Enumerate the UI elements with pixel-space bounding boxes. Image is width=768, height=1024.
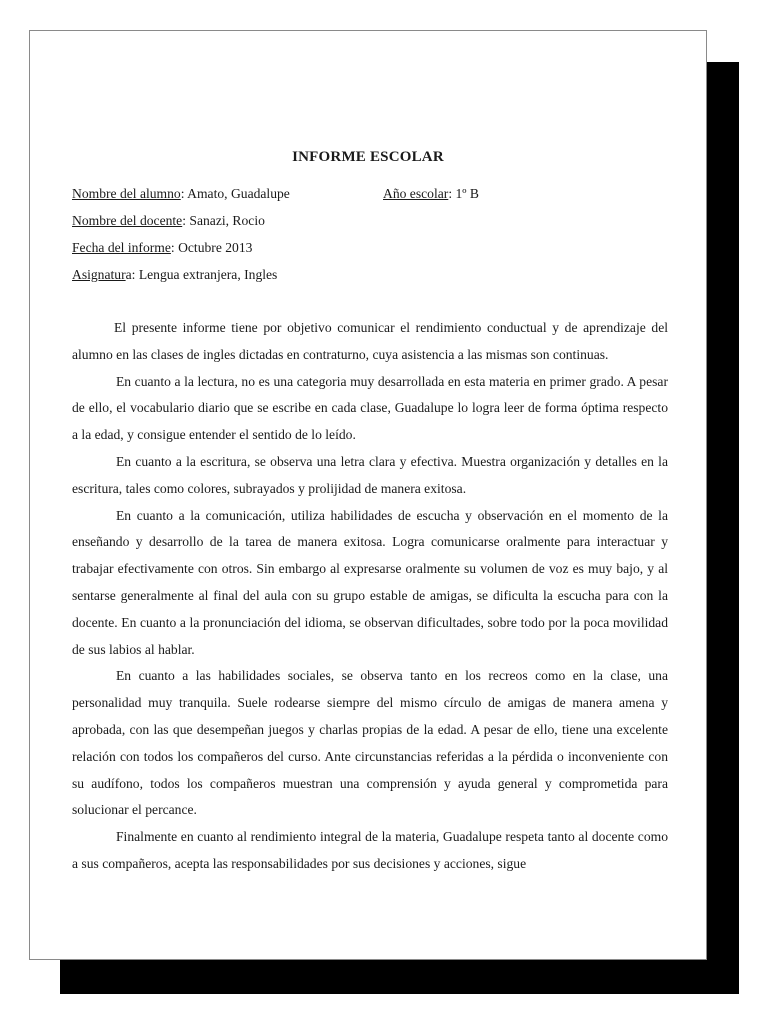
report-body <box>72 315 668 878</box>
paragraph-intro: El presente informe tiene por objetivo comunicar el rendimiento conductual y de aprendizaje del alumno en las clases de ingles dictadas en contraturno, cuya asistencia a las mismas son continuas. <box>72 320 668 362</box>
document-title: INFORME ESCOLAR <box>292 149 444 165</box>
report-date-value: : Octubre 2013 <box>170 240 253 255</box>
paragraph-conclusion: Finalmente en cuanto al rendimiento integral de la materia, Guadalupe respeta tanto al docente como a sus compañeros, acepta las responsabilidades por sus decisiones y acciones, sigue <box>72 829 668 871</box>
teacher-name-field <box>72 213 265 229</box>
teacher-name-value: : Sanazi, Rocio <box>182 213 265 228</box>
student-name-value: : Amato, Guadalupe <box>180 186 290 201</box>
subject-label: Asignatur <box>72 267 126 282</box>
student-name-label: Nombre del alumno <box>72 186 181 201</box>
paragraph-reading: En cuanto a la lectura, no es una categoria muy desarrollada en esta materia en primer grado. A pesar de ello, el vocabulario diario que se escribe en cada clase, Guadalupe lo logra leer de forma óptima respecto a la edad, y consigue entender el sentido de lo leído. <box>72 373 668 443</box>
school-year-label: Año escolar <box>383 186 449 201</box>
student-name-field <box>72 186 290 202</box>
report-date-label: Fecha del informe <box>72 240 171 255</box>
subject-field <box>72 267 277 283</box>
teacher-name-label: Nombre del docente <box>72 213 183 228</box>
school-year-value: : 1º B <box>448 186 479 201</box>
report-date-field <box>72 240 252 256</box>
document-page <box>29 30 707 960</box>
paragraph-social-skills: En cuanto a las habilidades sociales, se observa tanto en los recreos como en la clase, una personalidad muy tranquila. Suele rodearse siempre del mismo círculo de amigas de manera amena y aprobada, con las que desempeñan juegos y charlas propias de la edad. A pesar de ello, tiene una excelente relación con todos los compañeros del curso. Ante circunstancias referidas a la pérdida o inconveniente con su audífono, todos los compañeros muestran una comprensión y ayuda general y comprometida para solucionar el percance. <box>72 668 668 818</box>
paragraph-writing: En cuanto a la escritura, se observa una letra clara y efectiva. Muestra organización y detalles en la escritura, tales como colores, subrayados y prolijidad de manera exitosa. <box>72 453 668 496</box>
subject-value: a: Lengua extranjera, Ingles <box>125 267 278 282</box>
school-year-field <box>383 186 479 202</box>
paragraph-communication: En cuanto a la comunicación, utiliza habilidades de escucha y observación en el momento de la enseñando y desarrollo de la tarea de manera exitosa. Logra comunicarse oralmente para interactuar y trabajar efectivamente con otros. Sin embargo al expresarse oralmente su volumen de voz es muy bajo, y al sentarse generalmente al final del aula con su grupo estable de amigas, se dificulta la escucha para con la docente. En cuanto a la pronunciación del idioma, se observan dificultades, sobre todo por la poca movilidad de sus labios al hablar. <box>72 507 668 657</box>
